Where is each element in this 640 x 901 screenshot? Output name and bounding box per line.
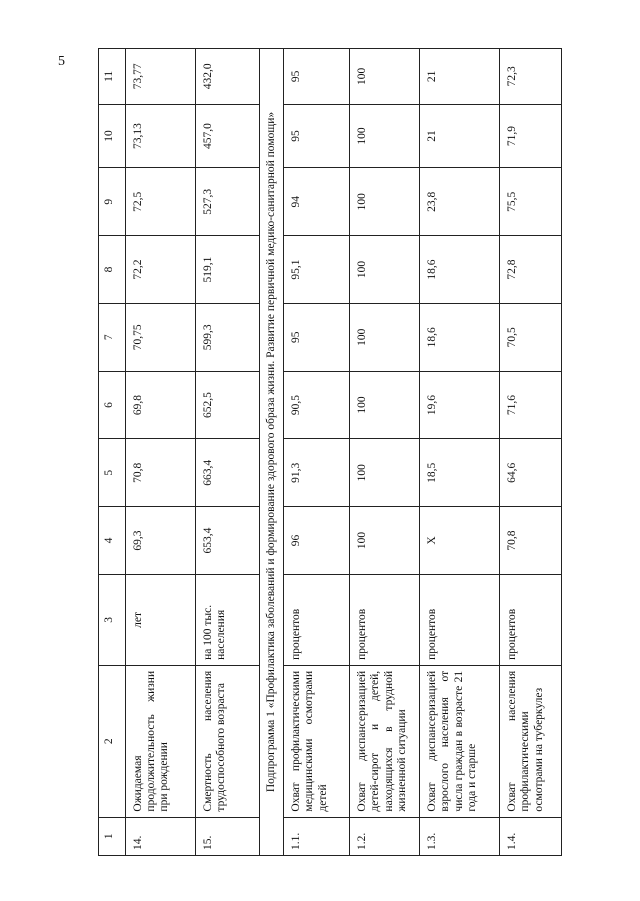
value-cell: 90,5 [284,371,350,439]
col-header: 8 [99,236,126,304]
row-number: 1.1. [284,817,350,855]
value-cell: 100 [350,49,420,105]
table-row [126,49,196,856]
value-cell: 23,8 [420,168,500,236]
unit: на 100 тыс. населения [196,574,260,665]
row-number: 1.4. [500,817,562,855]
col-header: 6 [99,371,126,439]
section-title: Подпрограмма 1 «Профилактика заболеваний и формирование здорового образа жизни. Развитие первичной медико-санитарной помощи» [260,49,284,856]
indicator-name: Смертность населения трудоспособного возраста [196,665,260,817]
value-cell: 72,8 [500,236,562,304]
value-cell: 100 [350,507,420,575]
value-cell: 70,75 [126,303,196,371]
value-cell: 519,1 [196,236,260,304]
value-cell: 100 [350,236,420,304]
value-cell: 72,2 [126,236,196,304]
unit: лет [126,574,196,665]
value-cell: 432,0 [196,49,260,105]
value-cell: 18,6 [420,303,500,371]
col-header: 3 [99,574,126,665]
section-row [260,49,284,856]
value-cell: 94 [284,168,350,236]
value-cell: 96 [284,507,350,575]
value-cell: 91,3 [284,439,350,507]
value-cell: 599,3 [196,303,260,371]
col-header: 5 [99,439,126,507]
table-row [284,49,350,856]
value-cell: 95,1 [284,236,350,304]
value-cell: 18,6 [420,236,500,304]
row-number: 15. [196,817,260,855]
indicator-name: Охват диспансеризацией детей-сирот и детей, находящихся в трудной жизненной ситуации [350,665,420,817]
col-header: 10 [99,104,126,168]
table-row [420,49,500,856]
col-header: 4 [99,507,126,575]
row-number: 14. [126,817,196,855]
value-cell: 21 [420,49,500,105]
value-cell: 70,8 [500,507,562,575]
value-cell: 95 [284,303,350,371]
table-row [500,49,562,856]
value-cell: 19,6 [420,371,500,439]
value-cell: 95 [284,49,350,105]
page-number: 5 [58,54,65,69]
value-cell: 72,5 [126,168,196,236]
table-row [196,49,260,856]
row-number: 1.3. [420,817,500,855]
row-number: 1.2. [350,817,420,855]
unit: процентов [500,574,562,665]
value-cell: 18,5 [420,439,500,507]
value-cell: 69,8 [126,371,196,439]
value-cell: 70,8 [126,439,196,507]
col-header: 7 [99,303,126,371]
header-row [99,49,126,856]
value-cell: 95 [284,104,350,168]
indicator-name: Ожидаемая продолжительность жизни при рождении [126,665,196,817]
value-cell: 71,9 [500,104,562,168]
value-cell: 100 [350,439,420,507]
value-cell: 652,5 [196,371,260,439]
unit: процентов [350,574,420,665]
value-cell: 71,6 [500,371,562,439]
indicator-name: Охват профилактическими медицинскими осмотрами детей [284,665,350,817]
value-cell: 64,6 [500,439,562,507]
unit: процентов [284,574,350,665]
col-header: 9 [99,168,126,236]
value-cell: 527,3 [196,168,260,236]
value-cell: 70,5 [500,303,562,371]
value-cell: 73,77 [126,49,196,105]
rotated-table-container [98,48,545,856]
value-cell: 100 [350,104,420,168]
indicator-name: Охват населения профилактическими осмотрами на туберкулез [500,665,562,817]
value-cell: 73,13 [126,104,196,168]
value-cell: 100 [350,168,420,236]
value-cell: 72,3 [500,49,562,105]
value-cell: 21 [420,104,500,168]
col-header: 2 [99,665,126,817]
col-header: 11 [99,49,126,105]
value-cell: 75,5 [500,168,562,236]
indicators-table [98,48,562,856]
indicator-name: Охват диспансеризацией взрослого населения от числа граждан в возрасте 21 года и старше [420,665,500,817]
value-cell: 663,4 [196,439,260,507]
value-cell: 653,4 [196,507,260,575]
value-cell: 100 [350,303,420,371]
unit: процентов [420,574,500,665]
col-header: 1 [99,817,126,855]
value-cell: 69,3 [126,507,196,575]
value-cell: 457,0 [196,104,260,168]
table-row [350,49,420,856]
value-cell: X [420,507,500,575]
value-cell: 100 [350,371,420,439]
